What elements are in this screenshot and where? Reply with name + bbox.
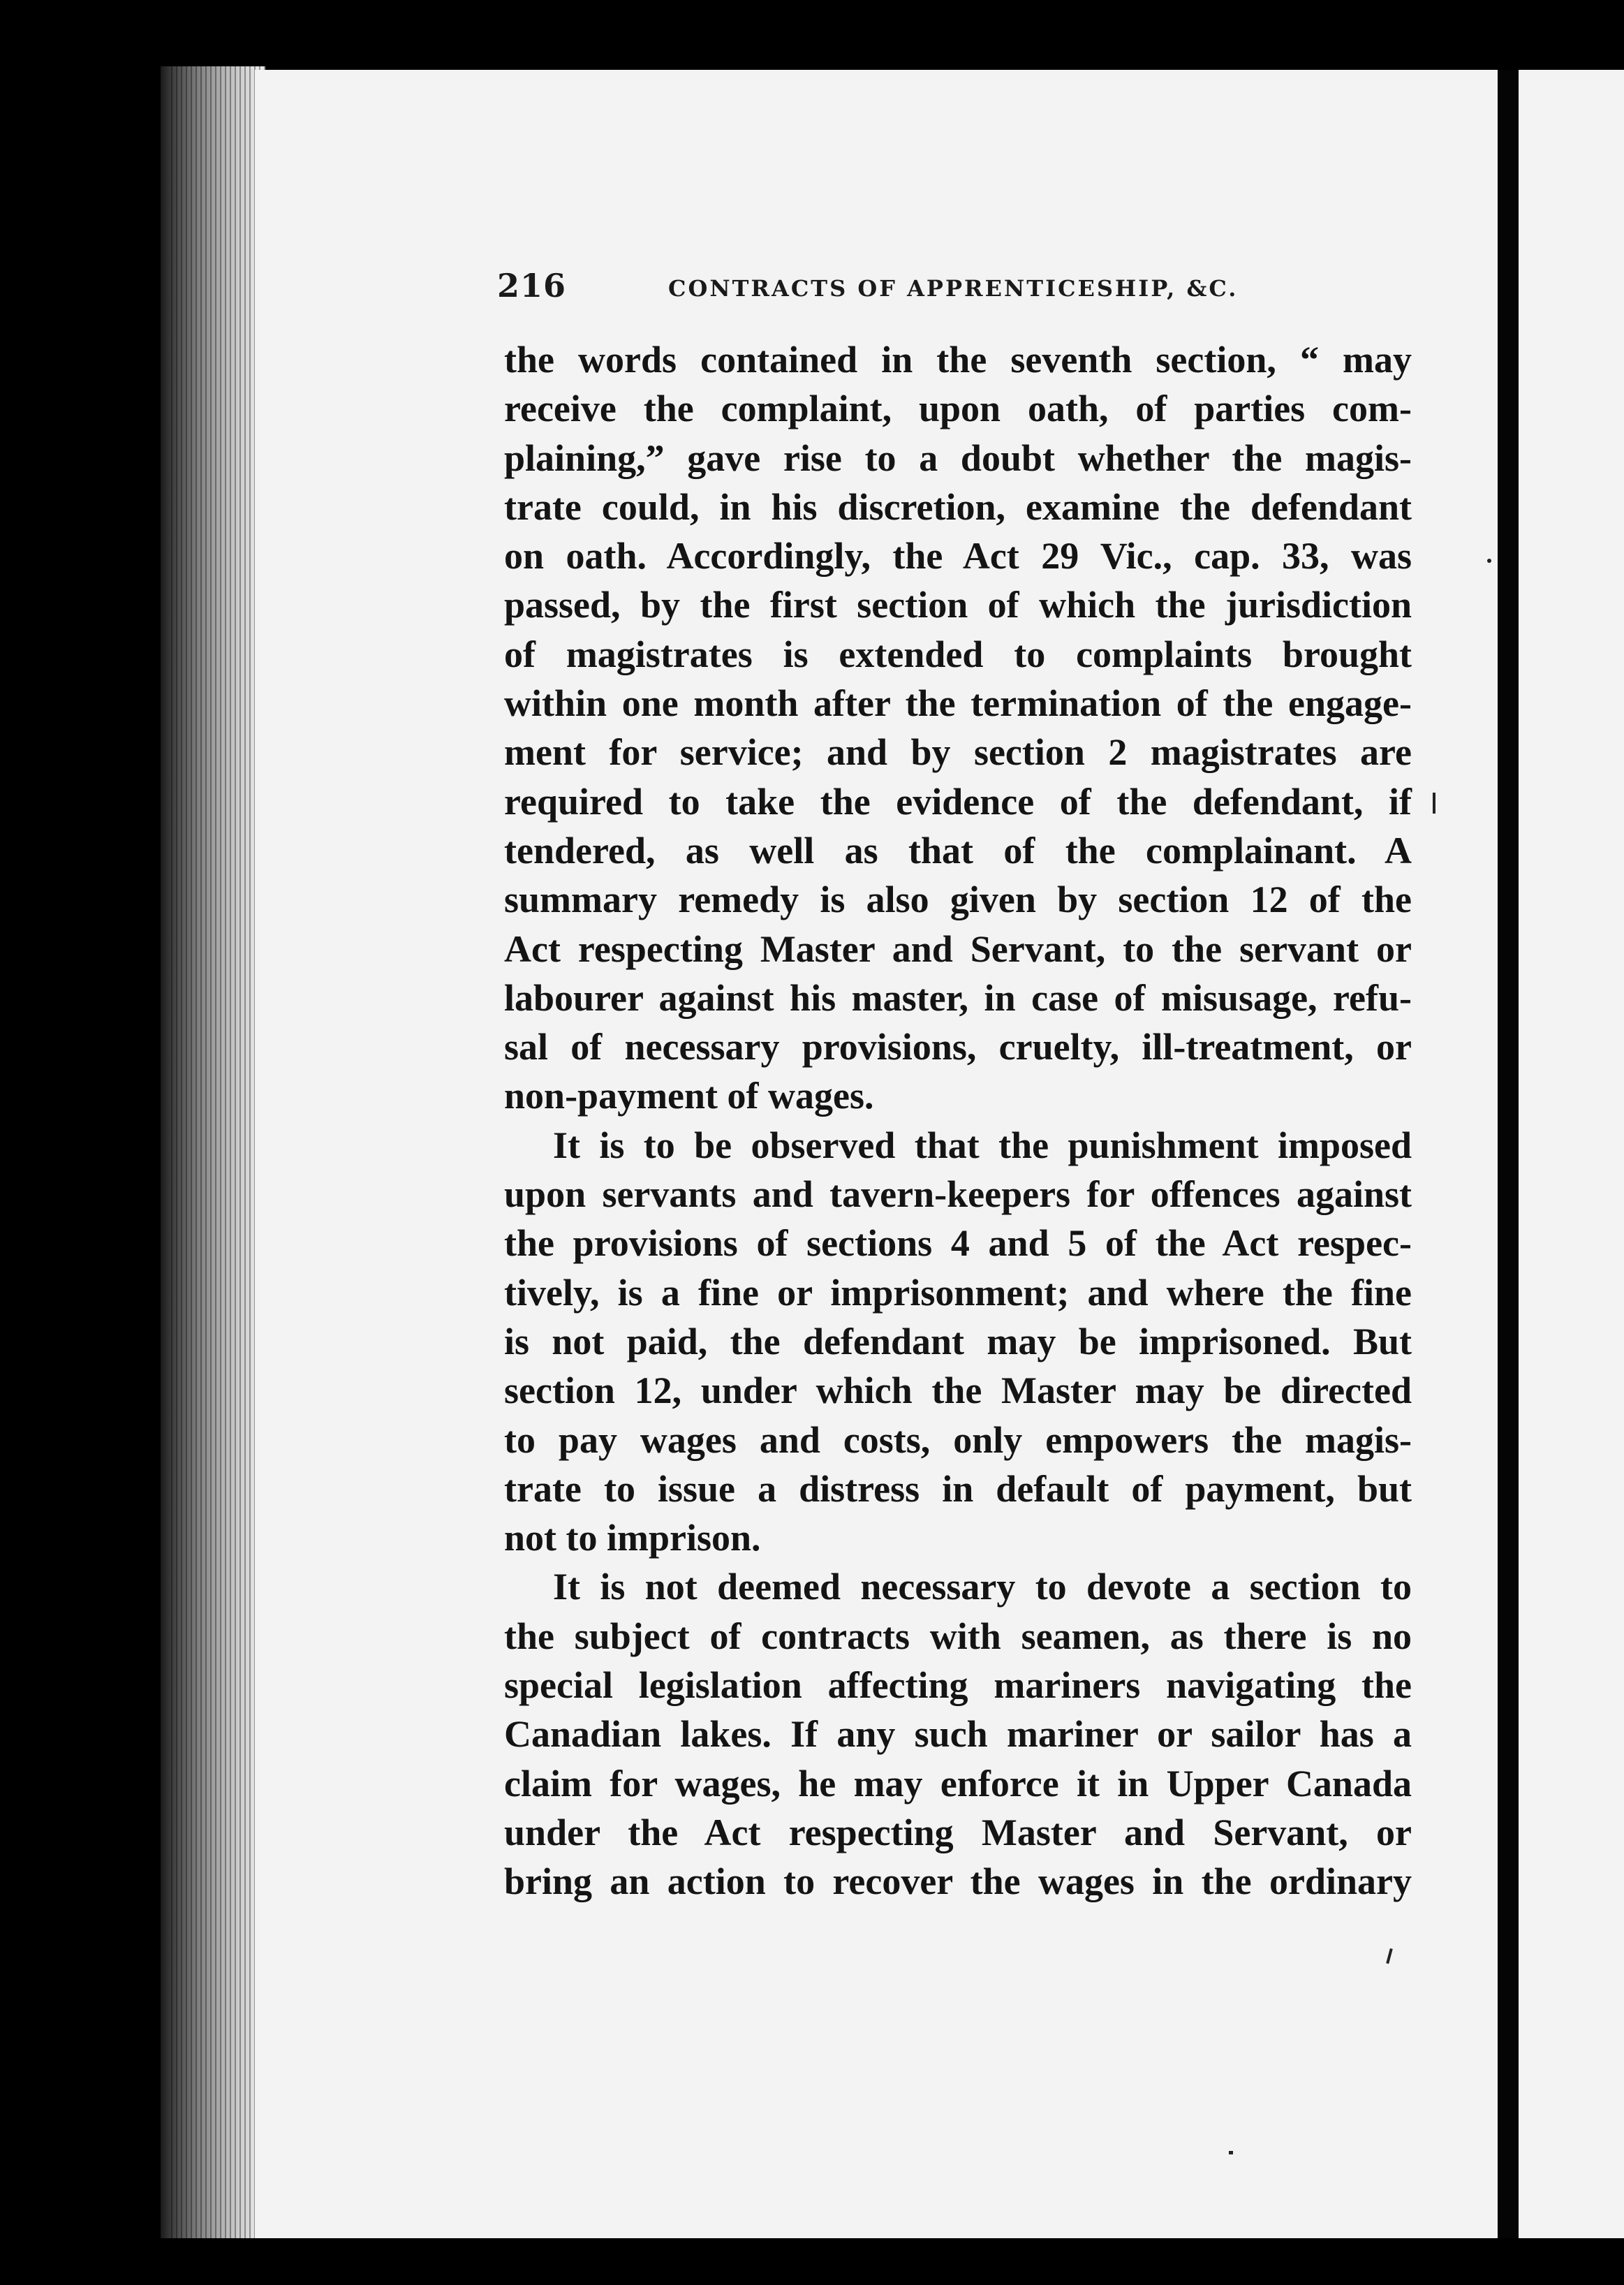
running-head: CONTRACTS OF APPRENTICESHIP, &C.	[668, 275, 1239, 302]
text-line: passed, by the first section of which the jurisdiction	[504, 584, 1412, 626]
page-header	[497, 267, 1447, 323]
text-line: special legislation affecting mariners navigating the	[504, 1664, 1412, 1707]
text-line: bring an action to recover the wages in the ordinary	[504, 1860, 1412, 1903]
text-line: required to take the evidence of the defendant, if	[504, 780, 1412, 823]
text-line: the words contained in the seventh section, “ may	[504, 339, 1412, 381]
text-line: tively, is a fine or imprisonment; and where the fine	[504, 1271, 1412, 1314]
text-line: on oath. Accordingly, the Act 29 Vic., cap. 33, was	[504, 535, 1412, 578]
text-line: under the Act respecting Master and Servant, or	[504, 1811, 1412, 1853]
text-line: plaining,” gave rise to a doubt whether the magis-	[504, 436, 1412, 479]
text-line: trate could, in his discretion, examine the defendant	[504, 485, 1412, 528]
text-line: ment for service; and by section 2 magistrates are	[504, 731, 1412, 774]
text-line: within one month after the termination of the engage-	[504, 682, 1412, 725]
page-gutter	[1498, 70, 1519, 2238]
text-line: trate to issue a distress in default of payment, but	[504, 1467, 1412, 1510]
body-text	[504, 335, 1412, 1906]
scan-speck	[1433, 793, 1435, 814]
text-line: receive the complaint, upon oath, of parties com-	[504, 388, 1412, 430]
text-line: tendered, as well as that of the complainant. A	[504, 829, 1412, 872]
text-line: It is to be observed that the punishment imposed	[553, 1124, 1412, 1166]
text-line: the provisions of sections 4 and 5 of the Act respec-	[504, 1222, 1412, 1265]
text-line: Act respecting Master and Servant, to the servant or	[504, 927, 1412, 970]
text-line: the subject of contracts with seamen, as there is no	[504, 1615, 1412, 1657]
text-line: summary remedy is also given by section 12 of the	[504, 879, 1412, 921]
text-line: to pay wages and costs, only empowers the magis-	[504, 1418, 1412, 1461]
text-line: is not paid, the defendant may be imprisoned. But	[504, 1320, 1412, 1362]
page-edge-lines	[171, 66, 265, 2238]
page-number: 216	[497, 267, 567, 304]
text-line: not to imprison.	[504, 1517, 761, 1559]
text-line: of magistrates is extended to complaints brought	[504, 633, 1412, 675]
text-line: non-payment of wages.	[504, 1075, 874, 1117]
scan-speck	[1229, 2151, 1233, 2154]
text-line: Canadian lakes. If any such mariner or sailor has a	[504, 1713, 1412, 1756]
facing-page-strip	[1519, 70, 1624, 2238]
text-line: sal of necessary provisions, cruelty, ill-treatment, or	[504, 1026, 1412, 1068]
text-line: labourer against his master, in case of misusage, refu-	[504, 976, 1412, 1019]
text-line: claim for wages, he may enforce it in Upper Canada	[504, 1762, 1412, 1805]
text-line: It is not deemed necessary to devote a section to	[553, 1566, 1412, 1608]
scan-speck	[1487, 559, 1491, 563]
text-line: upon servants and tavern-keepers for offences against	[504, 1173, 1412, 1216]
text-line: section 12, under which the Master may be directed	[504, 1369, 1412, 1412]
